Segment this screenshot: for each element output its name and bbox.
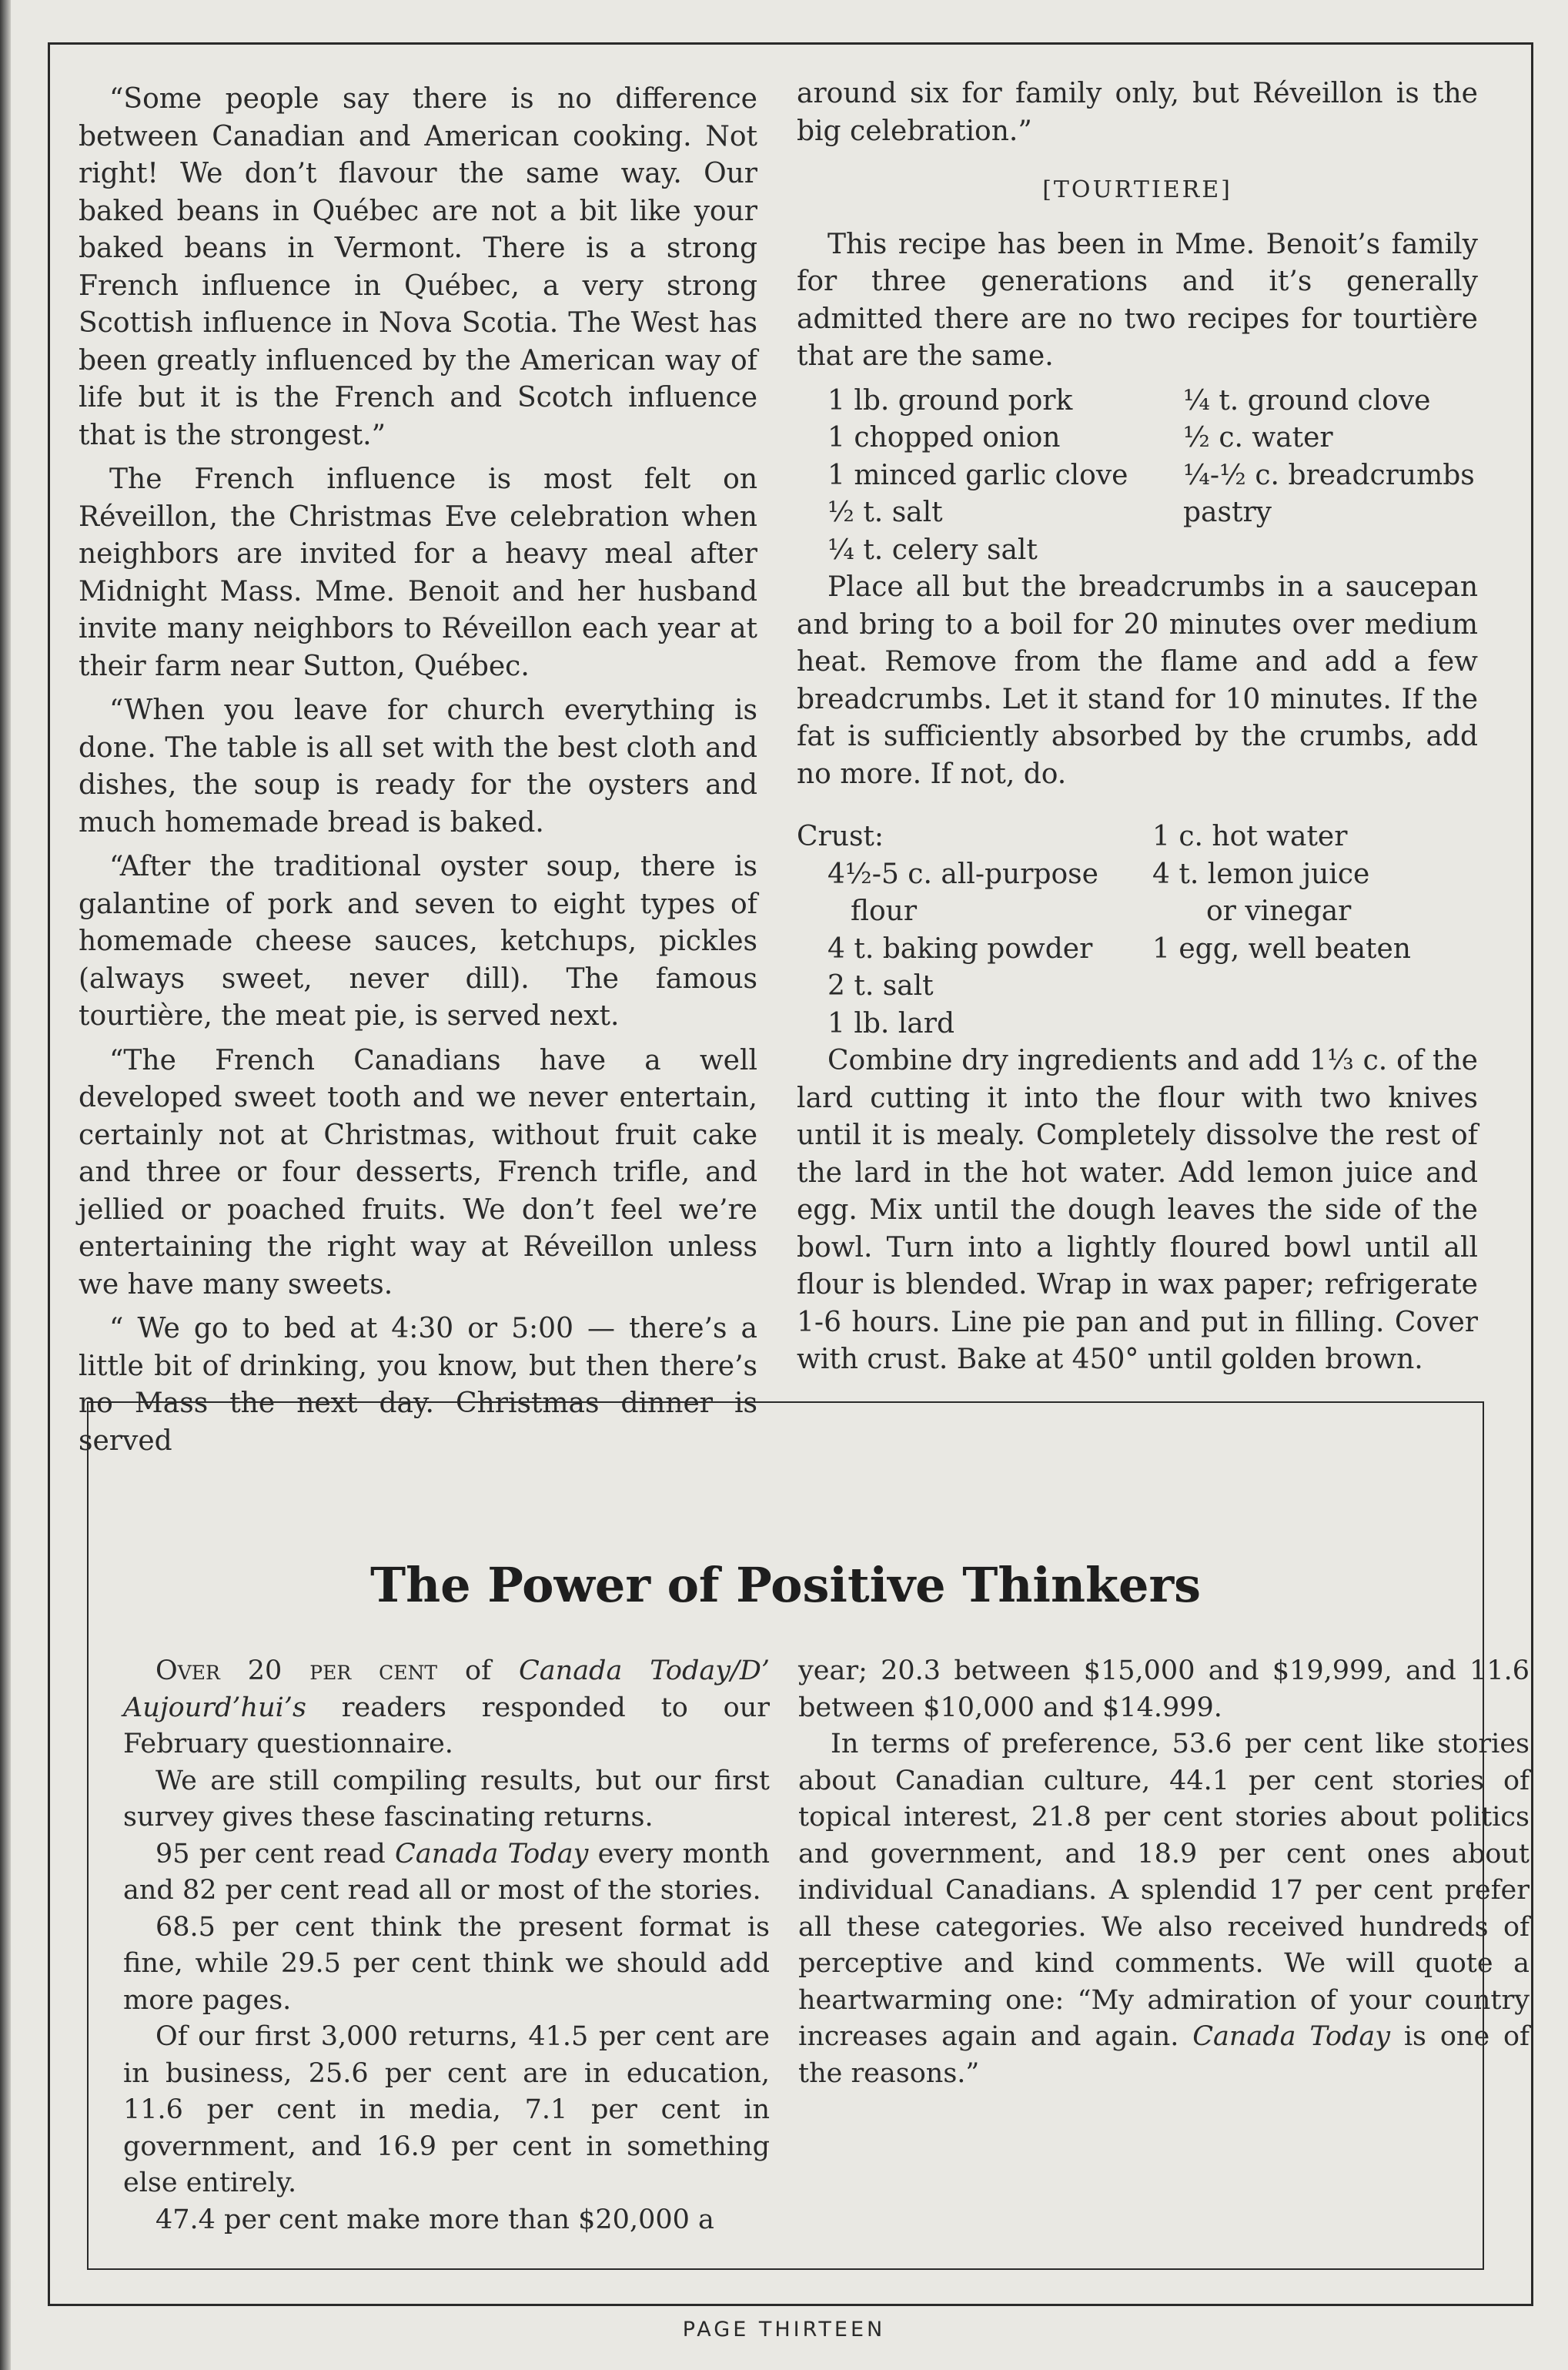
recipe-heading: [TOURTIERE] xyxy=(1042,176,1232,203)
ingredient: flour xyxy=(851,895,918,927)
paragraph: “ We go to bed at 4:30 or 5:00 — there’s a little bit of drinking, you know, but then there’s no Mass the next day. Christmas dinner is served xyxy=(79,1313,757,1457)
ingredient: ¼ t. ground clove xyxy=(1183,384,1431,417)
paragraph: “The French Canadians have a well developed sweet tooth and we never entertain, certainly not at Christmas, without fruit cake and three or four desserts, French trifle, and jellied or poached fruits. We don’t feel we’re entertaining the right way at Réveillon unless we have many sweets. xyxy=(79,1044,757,1300)
paragraph: Of our first 3,000 returns, 41.5 per cent are in business, 25.6 per cent are in education, 11.6 per cent in media, 7.1 per cent in government, and 16.9 per cent in something else entirely. xyxy=(123,2021,770,2198)
sidebar-title: The Power of Positive Thinkers xyxy=(369,1557,1202,1613)
ingredient: 1 chopped onion xyxy=(827,422,1061,454)
filling-method: Place all but the breadcrumbs in a saucepan and bring to a boil for 20 minutes over medium heat. Remove from the flame and add a few breadcrumbs. Let it stand for 10 minutes. If the fat is sufficiently absorbed by the crumbs, add no more. If not, do. xyxy=(797,571,1478,790)
crust-label: Crust: xyxy=(797,821,884,852)
publication-name: Canada Today xyxy=(1192,2021,1391,2052)
ingredient: ½ t. salt xyxy=(827,497,943,528)
binding-shadow xyxy=(0,0,11,2370)
paragraph: The French influence is most felt on Réveillon, the Christmas Eve celebration when neighbors are invited for a heavy meal after Midnight Mass. Mme. Benoit and her husband invite many neighbors to Réveillon each year at their farm near Sutton, Québec. xyxy=(79,464,757,682)
crust-method: Combine dry ingredients and add 1⅓ c. of the lard cutting it into the flour with two knives until it is mealy. Completely dissolve the rest of the lard in the hot water. Add lemon juice and egg. Mix until the dough leaves the side of the bowl. Turn into a lightly floured bowl until all flour is blended. Wrap in wax paper; refrigerate 1-6 hours. Line pie pan and put in filling. Cover with crust. Bake at 450° until golden brown. xyxy=(797,1045,1478,1375)
crust-ingredients xyxy=(797,818,1478,1043)
lead-number: 20 xyxy=(219,1655,310,1686)
paragraph: “When you leave for church everything is done. The table is all set with the best cloth and dishes, the soup is ready for the oysters and much homemade bread is baked. xyxy=(79,695,757,839)
paragraph xyxy=(123,1653,770,1763)
ingredient xyxy=(1152,968,1478,1006)
ingredient: 4 t. baking powder xyxy=(827,932,1093,965)
ingredient xyxy=(1183,532,1478,570)
ingredient: ½ c. water xyxy=(1183,422,1333,454)
ingredient: 2 t. salt xyxy=(827,970,934,1002)
paragraph: 95 per cent read Canada Today every month and 82 per cent read all or most of the stories. xyxy=(123,1838,770,1906)
ingredient: 1 c. hot water xyxy=(1152,821,1348,852)
lead-of: of xyxy=(437,1655,519,1686)
paragraph: 47.4 per cent make more than $20,000 a xyxy=(155,2204,714,2235)
paragraph: “Some people say there is no difference between Canadian and American cooking. Not right! We don’t flavour the same way. Our baked beans in Québec are not a bit like your baked beans in Vermont. There is a strong French influence in Québec, a very strong Scottish influence in Nova Scotia. The West has been greatly influenced by the American way of life but it is the French and Scotch influence that is the strongest.” xyxy=(79,83,757,451)
paragraph: We are still compiling results, but our first survey gives these fascinating returns. xyxy=(123,1765,770,1833)
continuation-paragraph: around six for family only, but Réveillon is the big celebration.” xyxy=(797,78,1478,147)
ingredient: or vinegar xyxy=(1206,895,1352,927)
publication-name: Canada Today/D’ Aujourd’hui’s xyxy=(123,1655,770,1723)
ingredient: 1 lb. ground pork xyxy=(827,384,1073,417)
paragraph: year; 20.3 between $15,000 and $19,999, and 11.6 between $10,000 and $14.999. xyxy=(798,1655,1530,1723)
left-column xyxy=(79,81,757,1467)
ingredient: ¼-½ c. breadcrumbs xyxy=(1183,459,1475,491)
publication-name: Canada Today xyxy=(395,1838,589,1870)
filling-ingredients xyxy=(827,383,1478,570)
lead-rest: readers responded to our February questionnaire. xyxy=(123,1692,770,1759)
smallcaps-lead: Over xyxy=(155,1655,220,1686)
ingredient: 4½-5 c. all-purpose xyxy=(827,858,1098,890)
paragraph: “After the traditional oyster soup, there is galantine of pork and seven to eight types of homemade cheese sauces, ketchups, pickles (always sweet, never dill). The famous tourtière, the meat pie, is served next. xyxy=(79,851,757,1032)
sidebar-right-column xyxy=(798,1653,1530,2092)
sidebar-left-column xyxy=(123,1653,770,2238)
ingredient: 1 minced garlic clove xyxy=(827,459,1128,491)
recipe-intro: This recipe has been in Mme. Benoit’s family for three generations and it’s generally admitted there are no two recipes for tourtière that are the same. xyxy=(797,228,1478,372)
paragraph: In terms of preference, 53.6 per cent like stories about Canadian culture, 44.1 per cent stories of topical interest, 21.8 per cent stories about politics and government, and 18.9 per cent ones about individual Canadians. A splendid 17 per cent prefer all these categories. We also received hundreds of perceptive and kind comments. We will quote a heartwarming one: “My admiration of your country increases again and again. Canada Today is one of the reasons.” xyxy=(798,1729,1530,2089)
sidebar-box xyxy=(87,1401,1530,2270)
ingredient: ¼ t. celery salt xyxy=(827,534,1038,566)
page-number: PAGE THIRTEEN xyxy=(682,2318,886,2342)
ingredient: 4 t. lemon juice xyxy=(1152,858,1370,890)
right-column xyxy=(797,75,1478,1386)
paragraph: 68.5 per cent think the present format is fine, while 29.5 per cent think we should add more pages. xyxy=(123,1911,770,2016)
ingredient: 1 egg, well beaten xyxy=(1152,932,1411,965)
smallcaps-lead: per cent xyxy=(309,1655,438,1686)
ingredient: 1 lb. lard xyxy=(827,1007,955,1039)
ingredient: pastry xyxy=(1183,497,1272,528)
